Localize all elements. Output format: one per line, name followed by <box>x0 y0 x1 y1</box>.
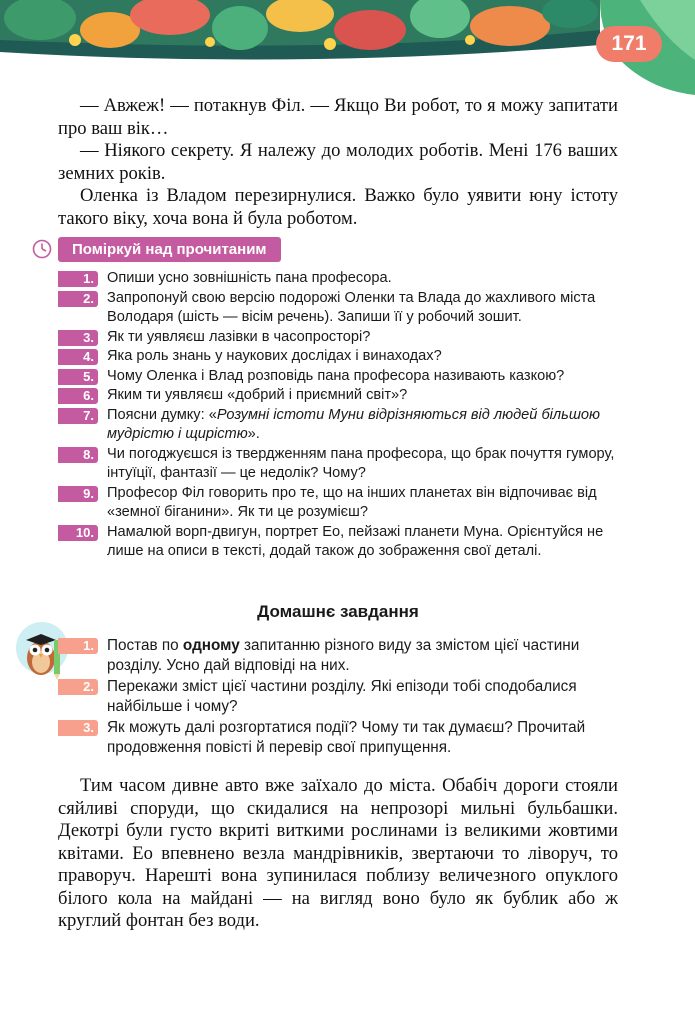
question-item <box>58 328 618 348</box>
homework-item <box>58 636 618 676</box>
question-number: 6. <box>58 388 98 404</box>
question-item <box>58 406 618 445</box>
homework-number: 3. <box>58 720 98 736</box>
question-number: 3. <box>58 330 98 346</box>
homework-text-lead: Постав по <box>107 637 183 654</box>
question-item <box>58 347 618 367</box>
emphasis-word: одному <box>182 637 240 654</box>
homework-number: 1. <box>58 638 98 654</box>
page-number: 171 <box>596 26 662 62</box>
question-text-lead: Поясни думку: « <box>107 406 217 423</box>
foliage-banner <box>0 0 695 95</box>
question-text: Яким ти уявляєш «добрий і приємний світ»? <box>107 387 408 403</box>
story-top <box>58 95 618 230</box>
question-item <box>58 445 618 484</box>
clock-icon <box>32 239 52 259</box>
question-item <box>58 484 618 523</box>
story-paragraph: — Ніякого секрету. Я належу до молодих роботів. Мені 176 ваших земних років. <box>58 140 618 184</box>
question-number: 7. <box>58 408 98 424</box>
question-text: Чому Оленка і Влад розповідь пана професора називають казкою? <box>107 367 565 384</box>
question-item <box>58 269 618 289</box>
homework-text: Перекажи зміст цієї частини розділу. Які епізоди тобі сподобалися найбільше і чому? <box>107 678 577 715</box>
question-number: 4. <box>58 349 98 365</box>
question-text-tail: ». <box>247 426 260 442</box>
question-number: 10. <box>58 525 98 541</box>
question-item <box>58 367 618 387</box>
homework-text: Як можуть далі розгортатися події? Чому ти так думаєш? Прочитай продовження повісті й перевір свої припущення. <box>107 719 586 756</box>
question-number: 9. <box>58 486 98 502</box>
question-text <box>98 406 618 445</box>
quoted-thought: Розумні істоти Муни відрізняються від людей більшою мудрістю і щирістю <box>107 406 601 442</box>
foliage-illustration <box>0 0 695 95</box>
question-text: Запропонуй свою версію подорожі Оленки та Влада до жахливого міста Володаря (шість — вісім речень). Запиши її у робочий зошит. <box>107 289 596 325</box>
question-item <box>58 289 618 328</box>
homework-item <box>58 677 618 717</box>
question-item <box>58 523 618 562</box>
homework-list <box>58 636 618 759</box>
homework-text <box>98 636 618 676</box>
question-text: Чи погоджуєшся із твердженням пана професора, що брак почуття гумору, інтуїції, фантазії — це недолік? Чому? <box>107 445 615 481</box>
question-text: Яка роль знань у наукових дослідах і винаходах? <box>107 348 442 364</box>
story-paragraph: — Авжеж! — потакнув Філ. — Якщо Ви робот, то я можу запитати про ваш вік… <box>58 95 618 139</box>
homework-title: Домашнє завдання <box>257 602 419 621</box>
story-paragraph: Тим часом дивне авто вже заїхало до міста. Обабіч дороги стояли сяйливі споруди, що скидалися на непрозорі мильні бульбашки. Декотрі були густо вкриті виткими рослинами із великими жовтими квітами. Ео впевнено везла мандрівників, звертаючи то ліворуч, то праворуч. Нарешті вона зупинилася поблизу величезного опуклого білого кола на майдані — на вигляд воно було як бублик або ж круглий фонтан без води. <box>58 775 618 931</box>
question-number: 1. <box>58 271 98 287</box>
homework-number: 2. <box>58 679 98 695</box>
question-number: 8. <box>58 447 98 463</box>
question-text: Професор Філ говорить про те, що на інших планетах він відпочиває від «земної біганини». Як ти це розумієш? <box>107 484 597 520</box>
question-number: 2. <box>58 291 98 307</box>
question-number: 5. <box>58 369 98 385</box>
homework-text-tail: запитанню різного виду за змістом цієї частини розділу. Усно дай відповіді на них. <box>107 637 580 674</box>
questions-list <box>58 269 618 562</box>
question-text: Опиши усно зовнішність пана професора. <box>107 270 392 286</box>
section-title: Поміркуй над прочитаним <box>58 237 281 262</box>
story-paragraph: Оленка із Владом перезирнулися. Важко було уявити юну істоту такого віку, хоча вона й була роботом. <box>58 185 618 229</box>
question-item <box>58 386 618 406</box>
story-bottom <box>58 775 618 933</box>
question-text: Як ти уявляєш лазівки в часопросторі? <box>107 328 371 345</box>
homework-item <box>58 718 618 758</box>
question-text: Намалюй ворп-двигун, портрет Ео, пейзажі планети Муна. Орієнтуйся не лише на описи в тексті, додай також до зображення свої деталі. <box>107 523 604 559</box>
